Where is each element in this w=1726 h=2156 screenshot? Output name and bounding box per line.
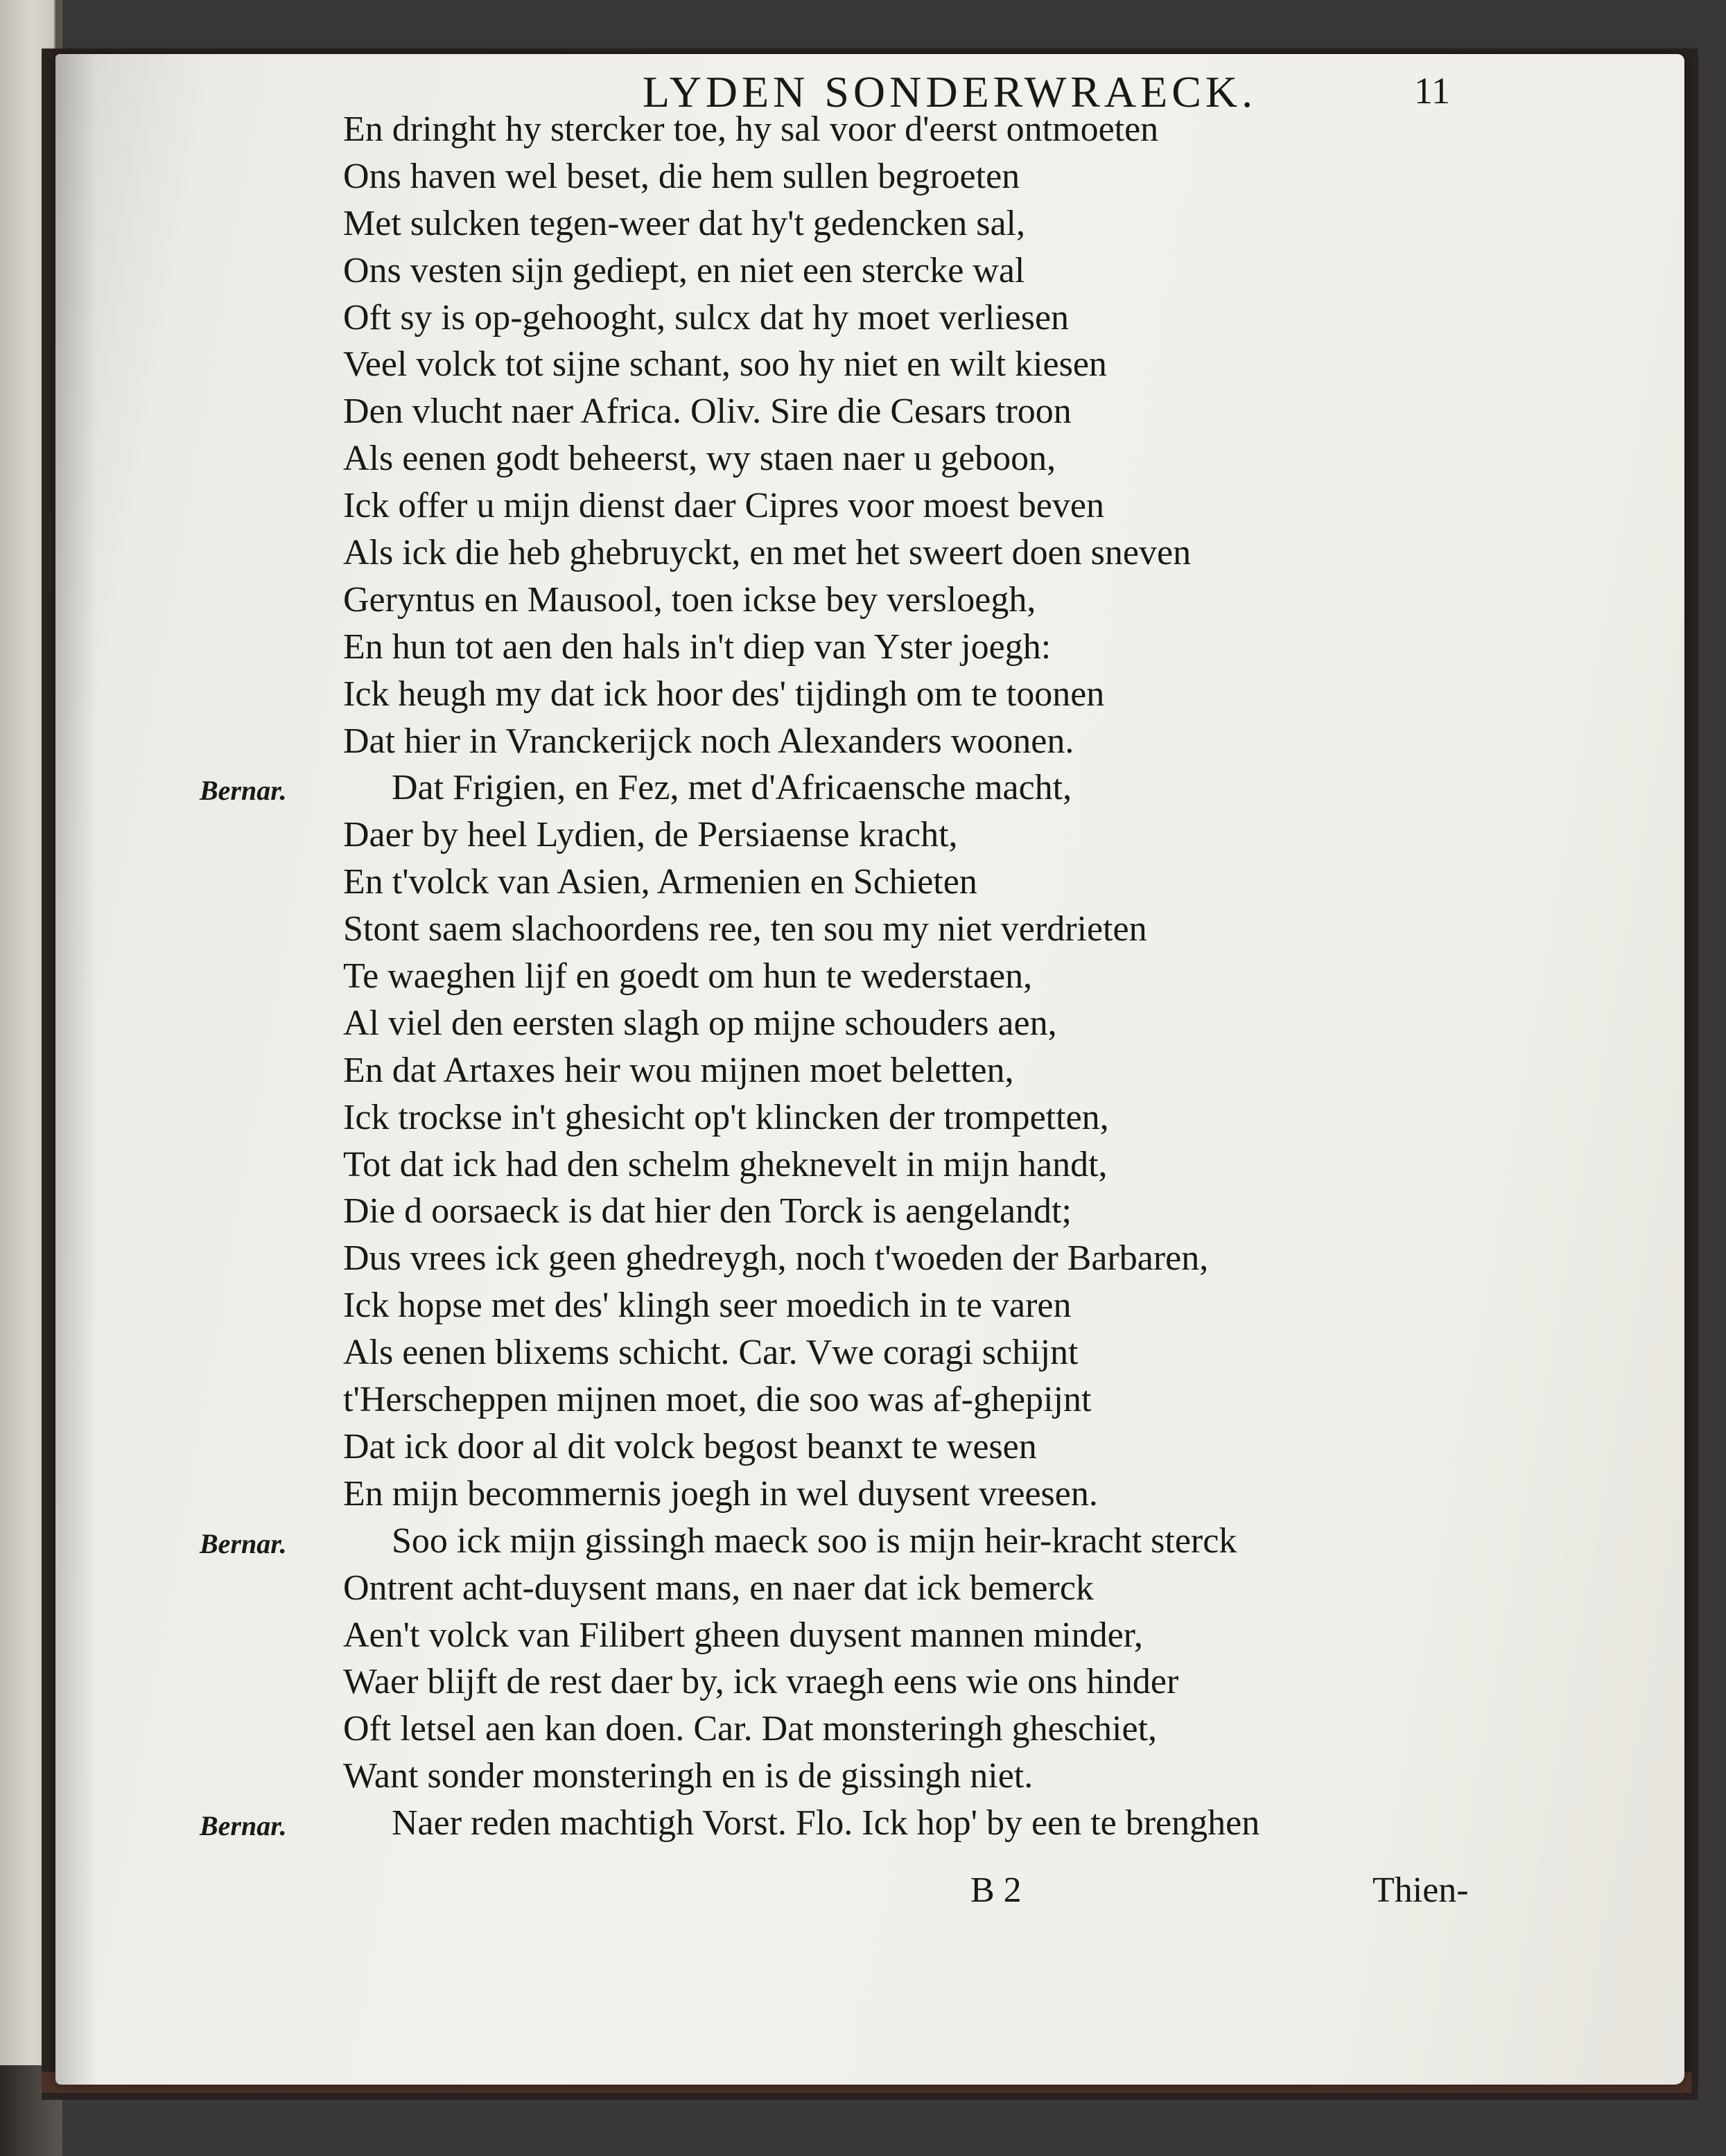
verse-line: [55, 341, 1684, 388]
verse-line: [55, 153, 1684, 200]
verse-text: Als eenen godt beheerst, wy staen naer u geboon,: [343, 439, 1056, 479]
verse-text: Waer blijft de rest daer by, ick vraegh eens wie ons hinder: [343, 1662, 1179, 1702]
verse-line: [55, 1706, 1684, 1753]
page-footer: [55, 1870, 1684, 1939]
speaker-label: Bernar.: [200, 775, 287, 807]
catchword: Thien-: [1372, 1870, 1469, 1910]
verse-line: [55, 1235, 1684, 1282]
verse-text: Ick offer u mijn dienst daer Cipres voor moest beven: [343, 486, 1104, 526]
verse-line: [55, 529, 1684, 577]
verse-text: Veel volck tot sijne schant, soo hy niet en wilt kiesen: [343, 344, 1107, 385]
verse-line: [55, 295, 1684, 342]
verse-text: Als ick die heb ghebruyckt, en met het sweert doen sneven: [343, 533, 1192, 573]
verse-text: Te waeghen lijf en goedt om hun te wederstaen,: [343, 956, 1033, 997]
verse-text: Aen't volck van Filibert gheen duysent mannen minder,: [343, 1615, 1143, 1655]
verse-text: En t'volck van Asien, Armenien en Schieten: [343, 862, 977, 902]
verse-line: [55, 577, 1684, 624]
verse-line: [55, 482, 1684, 529]
verse-line: [55, 1047, 1684, 1094]
verse-line: [55, 764, 1684, 812]
verse-line: [55, 1282, 1684, 1329]
verse-text: Stont saem slachoordens ree, ten sou my niet verdrieten: [343, 909, 1147, 949]
verse-line: [55, 247, 1684, 295]
verse-text: Dat Frigien, en Fez, met d'Africaensche macht,: [392, 768, 1072, 808]
verse-line: [55, 1376, 1684, 1423]
verse-line: [55, 906, 1684, 953]
verse-text: Als eenen blixems schicht. Car. Vwe coragi schijnt: [343, 1333, 1079, 1373]
verse-line: [55, 1423, 1684, 1471]
verse-text: Die d oorsaeck is dat hier den Torck is aengelandt;: [343, 1191, 1072, 1232]
verse-line: [55, 1800, 1684, 1847]
verse-text: Oft sy is op-gehooght, sulcx dat hy moet verliesen: [343, 297, 1070, 338]
verse-text: Dat ick door al dit volck begost beanxt te wesen: [343, 1426, 1037, 1466]
verse-line: [55, 200, 1684, 247]
verse-line: [55, 1000, 1684, 1047]
verse-text: Oft letsel aen kan doen. Car. Dat monsteringh gheschiet,: [343, 1709, 1158, 1749]
verse-line: [55, 106, 1684, 153]
verse-text: Dus vrees ick geen ghedreygh, noch t'woeden der Barbaren,: [343, 1238, 1209, 1279]
verse-line: [55, 671, 1684, 718]
verse-line: [55, 718, 1684, 765]
verse-block: [55, 106, 1684, 1847]
verse-text: t'Herscheppen mijnen moet, die soo was af-ghepijnt: [343, 1380, 1092, 1420]
book-page: [55, 54, 1684, 2085]
verse-line: [55, 859, 1684, 906]
running-title: LYDEN SONDERWRAECK.: [642, 67, 1257, 116]
verse-line: [55, 1141, 1684, 1189]
verse-line: [55, 624, 1684, 671]
verse-text: Naer reden machtigh Vorst. Flo. Ick hop' by een te brenghen: [392, 1803, 1260, 1843]
verse-text: En hun tot aen den hals in't diep van Yster joegh:: [343, 626, 1052, 667]
verse-text: Want sonder monsteringh en is de gissingh niet.: [343, 1756, 1034, 1796]
speaker-label: Bernar.: [200, 1527, 287, 1559]
verse-line: [55, 1612, 1684, 1659]
verse-text: Den vlucht naer Africa. Oliv. Sire die Cesars troon: [343, 392, 1072, 432]
verse-line: [55, 435, 1684, 482]
verse-line: [55, 1188, 1684, 1235]
verse-line: [55, 1471, 1684, 1518]
verse-text: Soo ick mijn gissingh maeck soo is mijn heir-kracht sterck: [392, 1520, 1237, 1561]
verse-line: [55, 1753, 1684, 1800]
signature-mark: B 2: [970, 1870, 1022, 1910]
verse-text: En mijn becommernis joegh in wel duysent vreesen.: [343, 1473, 1098, 1514]
verse-line: [55, 953, 1684, 1000]
verse-text: Ontrent acht-duysent mans, en naer dat ick bemerck: [343, 1568, 1094, 1608]
verse-line: [55, 812, 1684, 859]
verse-text: Ons haven wel beset, die hem sullen begroeten: [343, 156, 1020, 196]
verse-text: Ick heugh my dat ick hoor des' tijdingh om te toonen: [343, 674, 1105, 714]
verse-line: [55, 1094, 1684, 1141]
verse-text: En dat Artaxes heir wou mijnen moet beletten,: [343, 1050, 1014, 1090]
verse-text: En dringht hy stercker toe, hy sal voor d'eerst ontmoeten: [343, 109, 1159, 149]
verse-line: [55, 1658, 1684, 1706]
verse-text: Daer by heel Lydien, de Persiaense kracht,: [343, 815, 958, 855]
verse-text: Dat hier in Vranckerijck noch Alexanders woonen.: [343, 721, 1074, 761]
verse-text: Ick hopse met des' klingh seer moedich in te varen: [343, 1286, 1072, 1326]
verse-line: [55, 1518, 1684, 1565]
verse-text: Geryntus en Mausool, toen ickse bey versloegh,: [343, 579, 1036, 620]
speaker-label: Bernar.: [200, 1810, 287, 1842]
verse-line: [55, 388, 1684, 435]
verse-line: [55, 1565, 1684, 1612]
verse-text: Met sulcken tegen-weer dat hy't gedencken sal,: [343, 203, 1025, 243]
page-number: 11: [1414, 70, 1450, 112]
verse-text: Ons vesten sijn gediept, en niet een stercke wal: [343, 250, 1025, 290]
verse-text: Tot dat ick had den schelm gheknevelt in mijn handt,: [343, 1144, 1108, 1184]
verse-line: [55, 1329, 1684, 1376]
verse-text: Al viel den eersten slagh op mijne schouders aen,: [343, 1003, 1057, 1043]
verse-text: Ick trockse in't ghesicht op't klincken der trompetten,: [343, 1097, 1109, 1137]
